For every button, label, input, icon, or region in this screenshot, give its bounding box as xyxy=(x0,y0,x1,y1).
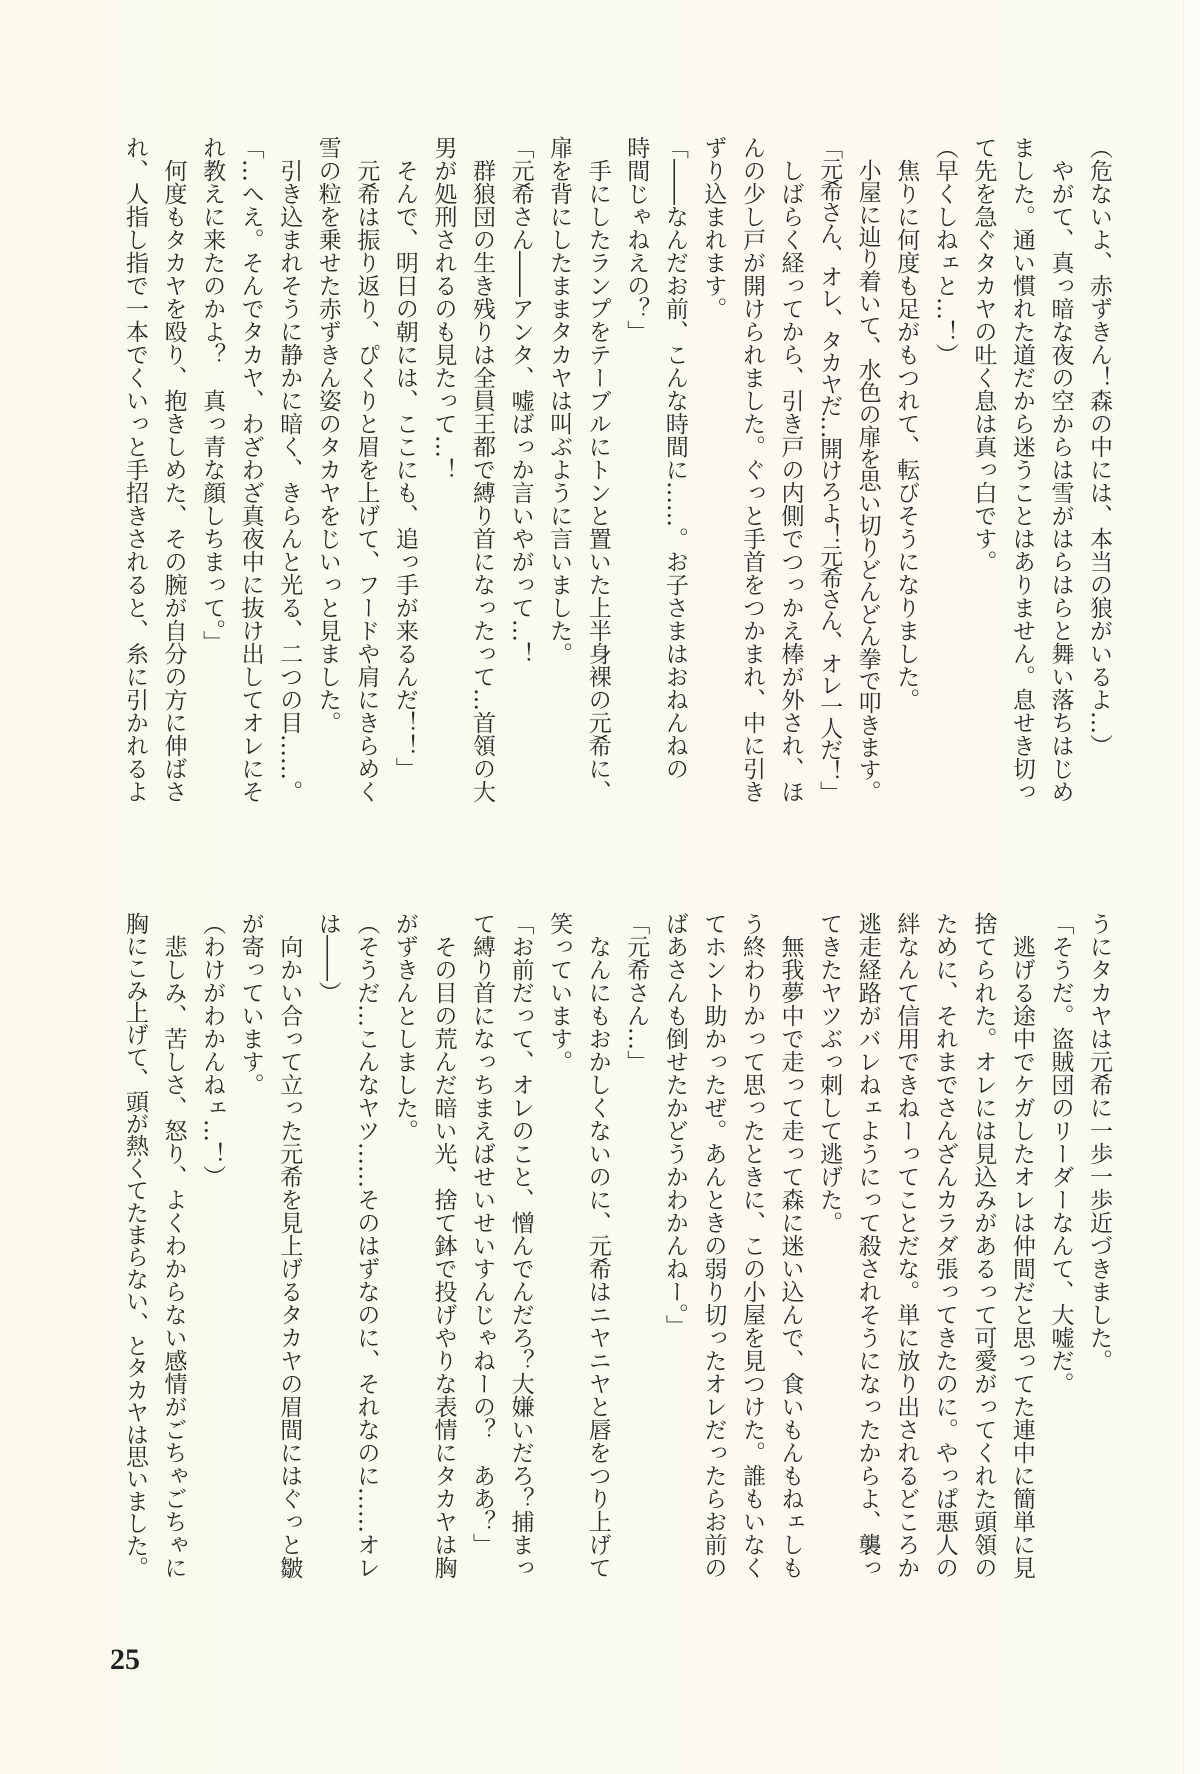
upper-text-block xyxy=(115,136,1118,808)
text-column: 扉を背にしたままタカヤは叫ぶように言いました。 xyxy=(546,136,573,665)
text-column: う終わりかって思ったときに、この小屋を見つけた。誰もいなく xyxy=(738,912,765,1579)
text-column: れ、人指し指で一本でくいっと手招きされると、糸に引かれるよ xyxy=(121,136,148,803)
text-column: んの少し戸が開けられました。ぐっと手首をつかまれ、中に引き xyxy=(738,136,765,803)
text-column: しばらく経ってから、引き戸の内側でつっかえ棒が外され、ほ xyxy=(777,136,804,803)
text-column: 無我夢中で走って走って森に迷い込んで、食いもんもねェしも xyxy=(777,912,804,1579)
text-column: 手にしたランプをテーブルにトンと置いた上半身裸の元希に、 xyxy=(584,136,611,803)
text-column: やがて、真っ暗な夜の空からは雪がはらはらと舞い落ちはじめ xyxy=(1047,136,1074,803)
text-column: ばあさんも倒せたかどうかわかんねー。」 xyxy=(661,912,688,1338)
text-column: が寄っています。 xyxy=(237,912,264,1096)
text-column: て先を急ぐタカヤの吐く息は真っ白です。 xyxy=(970,136,997,573)
text-column: 小屋に辿り着いて、水色の扉を思い切りどんどん拳で叩きます。 xyxy=(854,136,881,803)
text-column: 「元希さん――アンタ、嘘ばっか言いやがって…！ xyxy=(507,136,534,665)
text-column: 雪の粒を乗せた赤ずきん姿のタカヤをじいっと見ました。 xyxy=(314,136,341,734)
text-column: は――） xyxy=(314,912,341,1004)
text-column: れ教えに来たのかよ？ 真っ青な顔しちまって。」 xyxy=(199,136,226,654)
text-column: 逃げる途中でケガしたオレは仲間だと思ってた連中に簡単に見 xyxy=(1008,912,1035,1579)
text-column: 元希は振り返り、ぴくりと眉を上げて、フードや肩にきらめく xyxy=(353,136,380,803)
text-column: ました。通い慣れた道だから迷うことはありません。息せき切っ xyxy=(1008,136,1035,803)
text-column: 笑っています。 xyxy=(546,912,573,1073)
page-number: 25 xyxy=(110,1643,140,1676)
text-column: 胸にこみ上げて、頭が熱くてたまらない、とタカヤは思いました。 xyxy=(121,912,148,1579)
text-column: 「元希さん…」 xyxy=(623,912,650,1073)
text-column: 「…へえ。そんでタカヤ、わざわざ真夜中に抜け出してオレにそ xyxy=(237,136,264,803)
text-column: 群狼団の生き残りは全員王都で縛り首になったって…首領の大 xyxy=(469,136,495,803)
text-column: （早くしねェと…！） xyxy=(931,136,958,366)
text-column: がずきんとしました。 xyxy=(391,912,418,1142)
text-column: てきたヤツぶっ刺して逃げた。 xyxy=(816,912,843,1234)
text-column: 「お前だって、オレのこと、憎んでんだろ？大嫌いだろ？捕まっ xyxy=(507,912,534,1579)
text-column: ずり込まれます。 xyxy=(700,136,727,320)
text-column: 引き込まれそうに静かに暗く、きらんと光る、二つの目……。 xyxy=(276,136,303,803)
text-column: 逃走経路がバレねェようにって殺されそうになったからよ、襲っ xyxy=(854,912,881,1579)
text-column: 「元希さん、オレ、タカヤだ…開けろよ！元希さん、オレ一人だ！」 xyxy=(816,136,843,803)
page-edge xyxy=(1183,0,1200,1774)
text-column: （わけがわかんねェ…！） xyxy=(199,912,226,1188)
text-column: （危ないよ、赤ずきん！森の中には、本当の狼がいるよ…） xyxy=(1086,136,1112,757)
text-column: てホント助かったぜ。あんときの弱り切ったオレだったらお前の xyxy=(700,912,727,1579)
text-column: 何度もタカヤを殴り、抱きしめた、その腕が自分の方に伸ばさ xyxy=(160,136,187,803)
text-column: 焦りに何度も足がもつれて、転びそうになりました。 xyxy=(893,136,920,711)
text-column: て縛り首になっちまえばせいせいすんじゃねーの？ ああ？」 xyxy=(469,912,495,1556)
text-column: なんにもおかしくないのに、元希はニヤニヤと唇をつり上げて xyxy=(584,912,611,1579)
text-column: 時間じゃねえの？」 xyxy=(623,136,650,343)
text-column: 絆なんて信用できねーってことだな。単に放り出されるどころか xyxy=(893,912,920,1579)
text-column: 「そうだ。盗賊団のリーダーなんて、大嘘だ。 xyxy=(1047,912,1074,1395)
lower-text-block xyxy=(115,912,1118,1584)
text-column: 男が処刑されるのも見たって…！ xyxy=(430,136,457,481)
text-column: そんで、明日の朝には、ここにも、追っ手が来るんだ！！」 xyxy=(391,136,418,780)
text-column: （そうだ…こんなヤツ……そのはずなのに、それなのに……オレ xyxy=(353,912,380,1579)
text-column: うにタカヤは元希に一歩一歩近づきました。 xyxy=(1086,912,1112,1372)
text-column: その目の荒んだ暗い光、捨て鉢で投げやりな表情にタカヤは胸 xyxy=(430,912,457,1579)
text-column: 「――なんだお前、こんな時間に……。お子さまはおねんねの xyxy=(661,136,688,780)
text-column: 向かい合って立った元希を見上げるタカヤの眉間にはぐっと皺 xyxy=(276,912,303,1579)
text-column: ために、それまでさんざんカラダ張ってきたのに。やっぱ悪人の xyxy=(931,912,958,1579)
text-column: 悲しみ、苦しさ、怒り、よくわからない感情がごちゃごちゃに xyxy=(160,912,187,1579)
text-column: 捨てられた。オレには見込みがあるって可愛がってくれた頭領の xyxy=(970,912,997,1579)
